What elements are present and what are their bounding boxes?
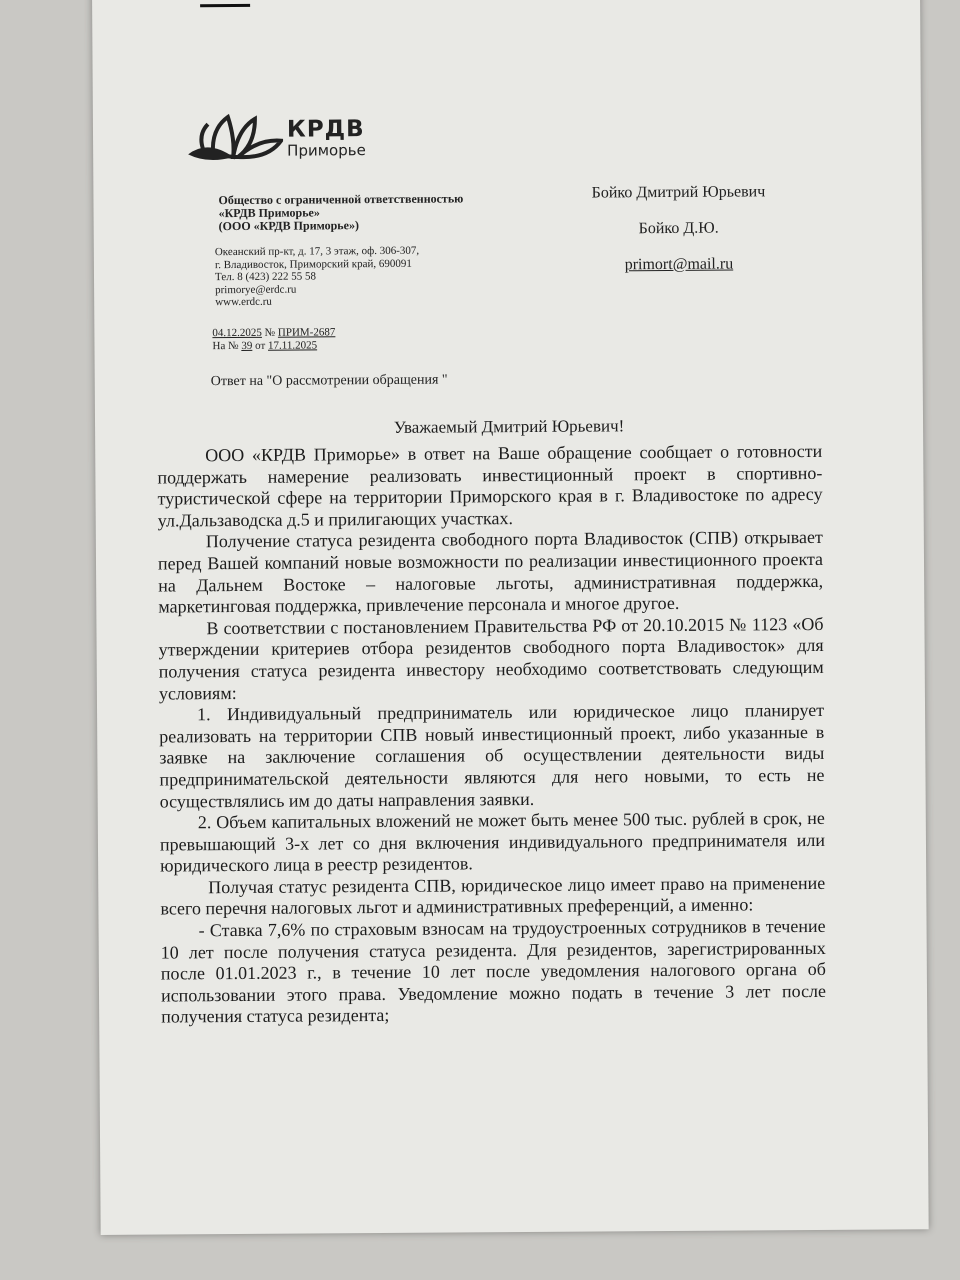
logo-subtitle: Приморье [287, 141, 366, 160]
sender-address [215, 245, 420, 309]
lotus-logo-icon [183, 109, 283, 170]
subject-line: Ответ на "О рассмотрении обращения " [210, 372, 448, 390]
sender-email: primorye@erdc.ru [215, 283, 297, 296]
recipient-block [548, 183, 809, 293]
greeting: Уважаемый Дмитрий Юрьевич! [393, 416, 625, 437]
letter-body [157, 441, 826, 1029]
sender-org [218, 192, 463, 233]
paragraph: Получая статус резидента СПВ, юридическое лицо имеет право на применение всего перечня налоговых льгот и административных преференций, а именно: [160, 872, 826, 920]
condition-item: 1. Индивидуальный предприниматель или юридическое лицо планирует реализовать на территории СПВ новый инвестиционный проект, либо указанные в заявке на заключение соглашения об осуществлении деятельности виды предпринимательской деятельности являются для него новыми, то есть не осуществлялись им до даты направления заявки. [159, 700, 825, 812]
org-line: «КРДВ Приморье» [218, 205, 320, 221]
outgoing-number: ПРИМ-2687 [277, 326, 336, 339]
letter-page [92, 0, 929, 1235]
paragraph: В соответствии с постановлением Правительства РФ от 20.10.2015 № 1123 «Об утверждении критериев отбора резидентов свободного порта Владивосток» для получения статуса резидента инвестору необходимо соответствовать следующим условиям: [158, 613, 824, 704]
no-label: № [264, 326, 276, 339]
logo-name: КРДВ [286, 116, 365, 143]
recipient-email: primort@mail.ru [624, 255, 734, 274]
paragraph: Получение статуса резидента свободного порта Владивосток (СПВ) открывает перед Вашей компаний новые возможности по реализации инвестиционного проекта на Дальнем Востоке – налоговые льготы, административная поддержка, маркетинговая поддержка, привлечение персонала и многое другое. [157, 527, 824, 617]
recipient-short-name: Бойко Д.Ю. [638, 219, 719, 238]
address-line: г. Владивосток, Приморский край, 690091 [214, 257, 412, 271]
corner-mark [200, 4, 250, 7]
incoming-label: На № [212, 339, 239, 353]
benefit-item: - Ставка 7,6% по страховым взносам на трудоустроенных сотрудников в течение 10 лет после получения статуса резидента. Для резидентов, зарегистрированных после 01.01.2023 г., в течение 10 лет после уведомления налогового органа об использовании этого права. Уведомление можно подать в течение 3 лет после получения статуса резидента; [160, 915, 827, 1027]
from-label: от [255, 339, 266, 352]
incoming-date: 17.11.2025 [267, 339, 318, 352]
reference-numbers [212, 326, 335, 353]
outgoing-date: 04.12.2025 [212, 326, 262, 340]
condition-item: 2. Объем капитальных вложений не может быть менее 500 тыс. рублей в срок, не превышающий 3-х лет со дня включения индивидуального предпринимателя или юридического лица в реестр резидентов. [159, 807, 826, 876]
company-logo [183, 108, 366, 169]
recipient-full-name: Бойко Дмитрий Юрьевич [591, 183, 766, 202]
org-line: Общество с ограниченной ответственностью [218, 191, 464, 208]
paragraph: ООО «КРДВ Приморье» в ответ на Ваше обращение сообщает о готовности поддержать намерение реализовать инвестиционный проект в спортивно-туристической сфере на территории Приморского края в г. Владивостоке по адресу ул.Дальзаводска д.5 и прилигающих участках. [157, 440, 823, 531]
phone: Тел. 8 (423) 222 55 58 [214, 270, 317, 284]
incoming-number: 39 [241, 339, 253, 352]
org-line: (ООО «КРДВ Приморье») [218, 218, 359, 234]
website: www.erdc.ru [215, 295, 272, 309]
address-line: Океанский пр-кт, д. 17, 3 этаж, оф. 306-307, [214, 244, 420, 259]
